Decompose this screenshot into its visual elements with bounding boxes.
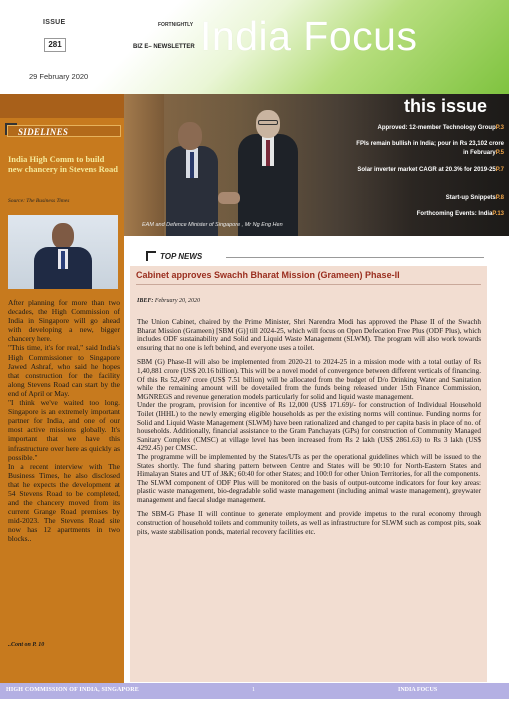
toc-item[interactable] [304,194,504,203]
byline-source: IBEF: [137,298,154,304]
issue-label: ISSUE [43,19,66,26]
cover-photo [124,94,509,236]
toc-item[interactable] [354,166,504,175]
sidelines-label: SIDELINES [18,127,69,137]
toc-item-page: P.3 [495,125,504,131]
toc-item[interactable] [304,210,504,219]
page-footer [0,683,509,699]
person-tie [266,140,270,166]
divider [226,257,484,258]
toc-item[interactable] [354,140,504,158]
photo-person-right [238,110,298,236]
sidelines-paragraph: "This time, it's for real," said India's High Commissioner to Singapore Jawed Ashraf, who said he hopes that construction for the facility along Stevens Road can start by the end of April or May. [8,343,120,398]
sidelines-paragraph: "I think we've waited too long. Singapore is an extremely important partner for India, and one of our most active missions globally. It's important that we have this infrastructure over here as quickly as possible." [8,398,120,462]
byline-date: February 20, 2020 [154,298,201,304]
toc-item-page: P.5 [495,150,504,156]
issue-number: 281 [44,38,66,52]
sidelines-column [0,94,124,683]
corner-bracket-icon [146,251,156,261]
corner-bracket-icon [5,123,17,135]
toc-item-page: P.8 [495,195,504,201]
toc-item-text: Start-up Snippets [445,195,496,201]
sidebar-top-band [0,94,124,118]
article-body [137,318,481,536]
photo-person-left [166,122,218,236]
top-news-article [130,266,487,682]
article-paragraph: The SLWM component of ODF Plus will be monitored on the basis of output-outcome indicators for four key areas: plastic waste management, bio-degradable solid waste management (including animal waste management), greywater management and faecal sludge management. [137,478,481,504]
article-paragraph: The SBM-G Phase II will continue to generate employment and provide impetus to the rural economy through construction of household toilets and community toilets, as well as infrastructure for SLWM such as compost pits, soak pits, waste stabilisation ponds, material recovery facilities etc. [137,510,481,536]
article-byline [137,298,200,304]
sidelines-paragraph: In a recent interview with The Business Times, he also disclosed that he expects the development at 54 Stevens Road to be completed, and the chancery moved from its current Grange Road premises by mid-2023. The Stevens Road site now has 12 apartments in two blocks.. [8,461,120,544]
continued-link[interactable]: ..Cont on P. 10 [8,642,45,648]
footer-brand: INDIA FOCUS [398,687,438,693]
brand-title: India Focus [200,13,418,59]
issue-date: 29 February 2020 [29,72,89,81]
photo-curtain [124,94,164,236]
toc-item-text: FPIs remain bullish in India; pour in Rs 23,102 crore in February [356,141,504,156]
glasses-icon [258,120,278,125]
article-paragraph: The programme will be implemented by the States/UTs as per the operational guidelines which will be issued to the States shortly. The fund sharing pattern between Centre and States will be 90:10 for North-Eastern States and Himalayan States and UT of J&K; 60:40 for other States; and 100:0 for other Union Territories, for all the components. [137,452,481,479]
toc-item[interactable] [304,124,504,133]
person-tie [190,152,194,178]
article-title: Cabinet approves Swachh Bharat Mission (Grameen) Phase-II [136,270,400,280]
sidelines-headline: India High Comm to build new chancery in Stevens Road [8,154,119,174]
toc-item-page: P.13 [492,211,504,217]
toc-item-text: Approved: 12-member Technology Group [377,125,496,131]
photo-tie [61,251,65,269]
page-number: 1 [252,687,255,693]
handshake [218,192,240,204]
toc-item-page: P.7 [495,167,504,173]
masthead [0,0,509,94]
photo-head [52,223,74,249]
high-commissioner-photo [8,215,118,289]
toc-item-text: Forthcoming Events: India [416,211,493,217]
sidelines-source: Source: The Business Times [8,198,70,204]
divider [136,284,481,285]
toc-item-text: Solar inverter market CAGR at 20.3% for 2019-25 [357,167,496,173]
footer-organization: HIGH COMMISSION OF INDIA, SINGAPORE [6,687,139,693]
this-issue-heading: this issue [404,96,488,116]
person-head [178,122,202,150]
article-paragraph: The Union Cabinet, chaired by the Prime Minister, Shri Narendra Modi has approved the Phase II of the Swachh Bharat Mission (Grameen) [SBM (G)] till 2024-25, which will focus on Open Defecation Free Plus (ODF Plus), which includes ODF sustainability and Solid and Liquid Waste Management (SLWM). The program will also work towards ensuring that no one is left behind, and everyone uses a toilet. [137,318,481,352]
top-news-label: TOP NEWS [160,252,203,261]
sidelines-paragraph: After planning for more than two decades, the High Commission of India in Singapore will go ahead with developing a new, bigger chancery here. [8,298,120,344]
photo-caption: EAM and Defence Minister of Singapore , Mr Ng Eng Hen [142,222,283,228]
sidelines-body [8,298,120,544]
newsletter-label: BIZ E– NEWSLETTER [133,44,195,50]
frequency-label: FORTNIGHTLY [158,22,194,28]
article-paragraph: Under the program, provision for incentive of Rs 12,000 (US$ 171.69)/- for construction of Individual Household Toilet (IHHL) to the newly emerging eligible households as per the existing norms will continue. Funding norms for Solid and Liquid Waste Management (SLWM) have been rationalized and changed to per capita basis in place of no. of households. Additionally, financial assistance to the Gram Panchayats (GPs) for construction of Community Managed Sanitary Complex (CMSC) at village level has been increased from Rs 2 lakh (US$ 2861.63) to Rs 3 lakh (US$ 4292.45) per CMSC. [137,401,481,453]
article-paragraph: SBM (G) Phase-II will also be implemented from 2020-21 to 2024-25 in a mission mode with a total outlay of Rs 1,40,881 crore (US$ 20.16 billion). This will be a novel model of convergence between different verticals of financing. Of this Rs 52,497 crore (US$ 7.51 billion) will be allocated from the budget of D/o Drinking Water and Sanitation while the remaining amount will be dovetailed from the funds being released under 15th Finance Commission, MGNREGS and revenue generation models particularly for solid and liquid waste management. [137,358,481,401]
